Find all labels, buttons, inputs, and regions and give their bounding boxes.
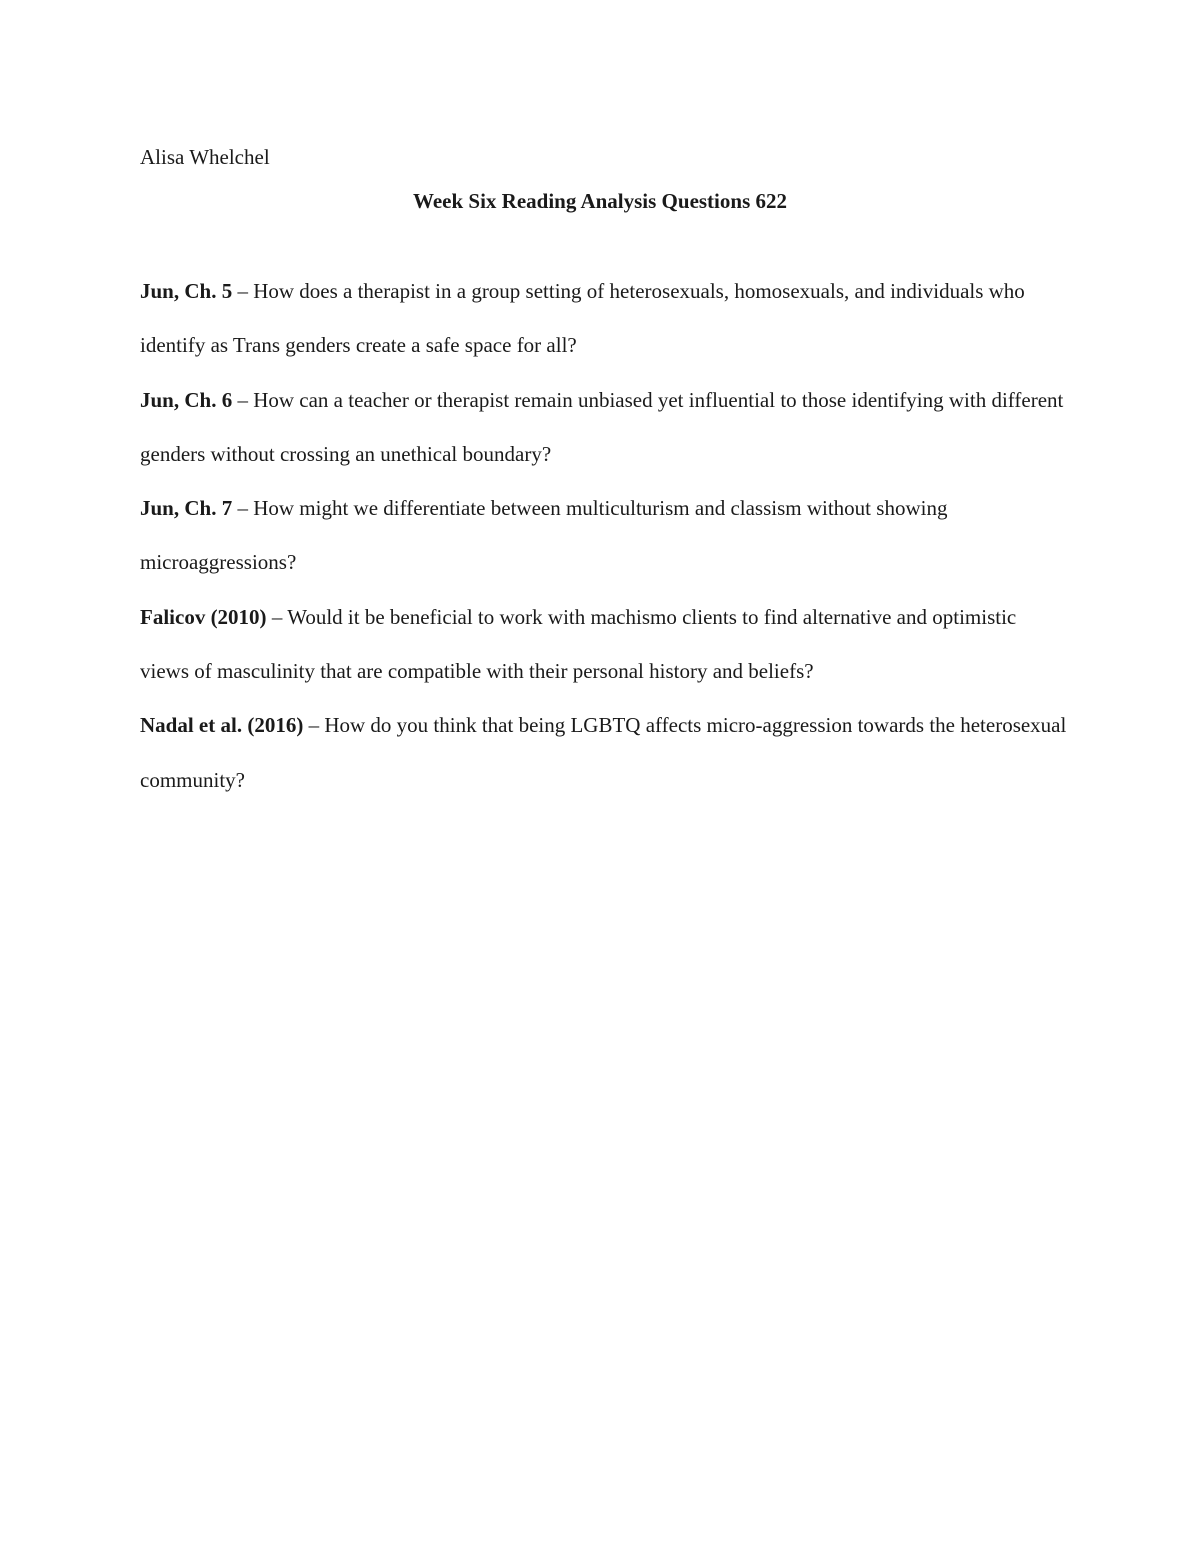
question-text: How might we differentiate between multiculturism and classism without showing microaggressions? xyxy=(140,496,948,575)
document-title: Week Six Reading Analysis Questions 622 xyxy=(413,189,787,213)
question-reference: Jun, Ch. 7 xyxy=(140,496,233,521)
question-item: Jun, Ch. 7 – How might we differentiate between multiculturism and classism without showing microaggressions? xyxy=(140,496,948,575)
question-reference: Jun, Ch. 5 xyxy=(140,279,233,303)
question-item: Nadal et al. (2016) – How do you think that being LGBTQ affects micro-aggression towards the heterosexual community? xyxy=(140,713,1067,792)
question-reference: Jun, Ch. 6 xyxy=(140,387,233,412)
question-text: How do you think that being LGBTQ affects micro-aggression towards the heterosexual community? xyxy=(140,713,1067,792)
question-text: Would it be beneficial to work with machismo clients to find alternative and optimistic views of masculinity that are compatible with their personal history and beliefs? xyxy=(140,604,1017,684)
question-item: Falicov (2010) – Would it be beneficial to work with machismo clients to find alternative and optimistic views of masculinity that are compatible with their personal history and beliefs? xyxy=(140,604,1017,684)
question-reference: Nadal et al. (2016) xyxy=(140,713,304,738)
question-reference: Falicov (2010) xyxy=(140,604,267,629)
question-item: Jun, Ch. 6 – How can a teacher or therapist remain unbiased yet influential to those identifying with different genders without crossing an unethical boundary? xyxy=(140,387,1064,466)
question-list xyxy=(140,264,1070,807)
question-item: Jun, Ch. 5 – How does a therapist in a group setting of heterosexuals, homosexuals, and individuals who identify as Trans genders create a safe space for all? xyxy=(140,279,1025,358)
author-name: Alisa Whelchel xyxy=(140,145,270,169)
question-text: How does a therapist in a group setting of heterosexuals, homosexuals, and individuals who identify as Trans genders create a safe space for all? xyxy=(140,279,1025,358)
question-text: How can a teacher or therapist remain unbiased yet influential to those identifying with different genders without crossing an unethical boundary? xyxy=(140,387,1064,466)
